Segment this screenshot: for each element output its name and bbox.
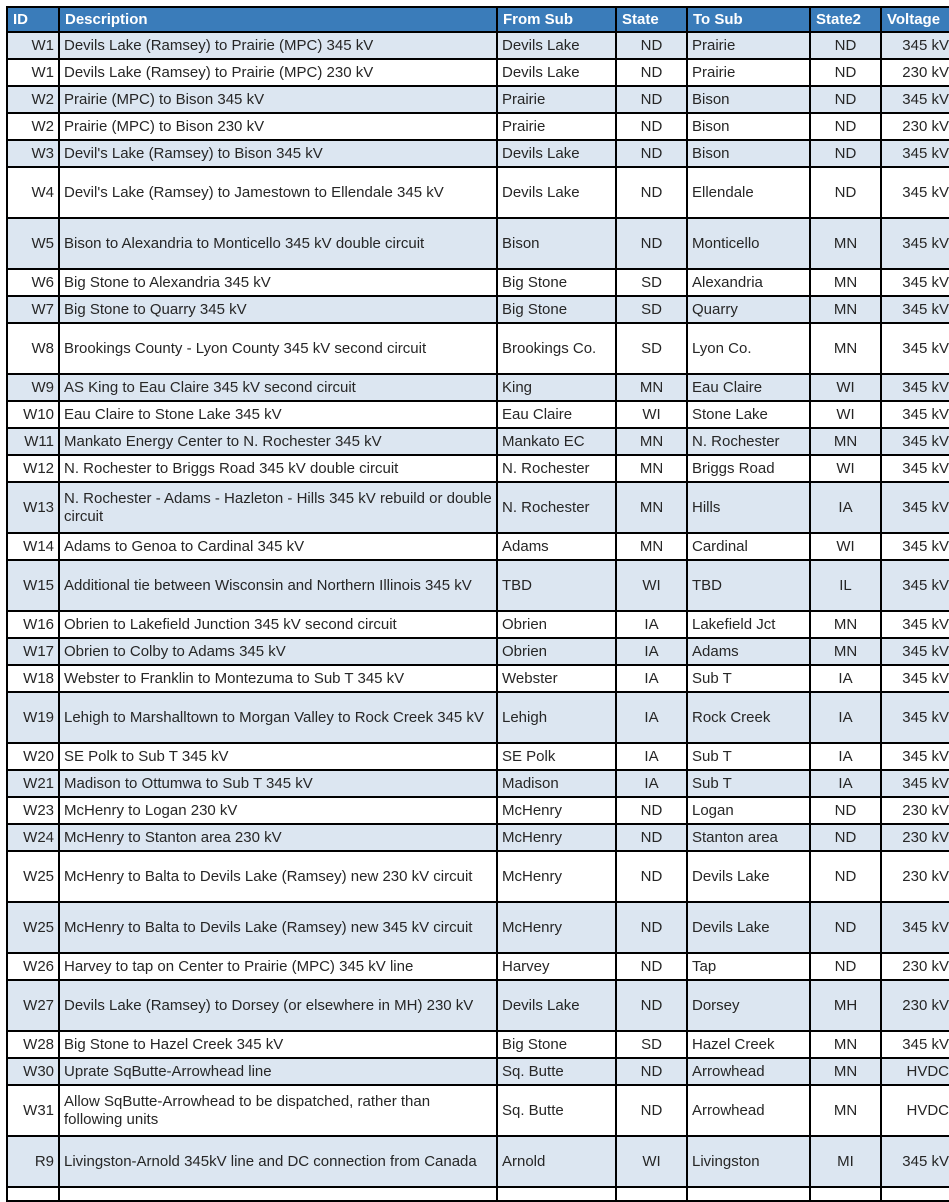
cell-id: W5 <box>7 218 59 269</box>
cell-from_sub: TBD <box>497 560 616 611</box>
cell-state: ND <box>616 953 687 980</box>
cell-from_sub: Eau Claire <box>497 401 616 428</box>
cell-desc: N. Rochester - Adams - Hazleton - Hills 345 kV rebuild or double circuit <box>59 482 497 533</box>
cell-from_sub: Devils Lake <box>497 167 616 218</box>
cell-desc: Devils Lake (Ramsey) to Prairie (MPC) 230 kV <box>59 59 497 86</box>
cell-voltage: 345 kV <box>881 218 949 269</box>
cell-id: W13 <box>7 482 59 533</box>
cell-desc: McHenry to Stanton area 230 kV <box>59 824 497 851</box>
cell-id: W31 <box>7 1085 59 1136</box>
cell-desc: Obrien to Lakefield Junction 345 kV second circuit <box>59 611 497 638</box>
cell-desc: Big Stone to Quarry 345 kV <box>59 296 497 323</box>
cell-id: W23 <box>7 797 59 824</box>
cell-from_sub: Prairie <box>497 86 616 113</box>
cell-desc: Madison to Ottumwa to Sub T 345 kV <box>59 770 497 797</box>
cell-from_sub: Bison <box>497 218 616 269</box>
cell-state2: ND <box>810 59 881 86</box>
column-header-state2: State2 <box>810 7 881 32</box>
cell-state: WI <box>616 560 687 611</box>
cell-voltage: 345 kV <box>881 1136 949 1187</box>
cell-state: SD <box>616 296 687 323</box>
cell-id: W24 <box>7 824 59 851</box>
cell-state2: MN <box>810 1031 881 1058</box>
table-row <box>7 560 949 611</box>
table-row <box>7 1136 949 1187</box>
cell-voltage: 345 kV <box>881 374 949 401</box>
cell-state2: WI <box>810 533 881 560</box>
cell-desc: Big Stone to Alexandria 345 kV <box>59 269 497 296</box>
cell-state2: MN <box>810 638 881 665</box>
cell-state: ND <box>616 797 687 824</box>
cell-desc: McHenry to Balta to Devils Lake (Ramsey) new 345 kV circuit <box>59 902 497 953</box>
cell-id: W18 <box>7 665 59 692</box>
cell-state2: MN <box>810 1085 881 1136</box>
table-row <box>7 140 949 167</box>
cell-from_sub: Lehigh <box>497 692 616 743</box>
cell-state: ND <box>616 1085 687 1136</box>
cell-voltage: 230 kV <box>881 824 949 851</box>
cell-desc: Devil's Lake (Ramsey) to Jamestown to Ellendale 345 kV <box>59 167 497 218</box>
cell-id: W26 <box>7 953 59 980</box>
cell-id: W11 <box>7 428 59 455</box>
cell-id: W15 <box>7 560 59 611</box>
table-row <box>7 611 949 638</box>
cell-to_sub: Stone Lake <box>687 401 810 428</box>
table-row <box>7 770 949 797</box>
cell-from_sub: Devils Lake <box>497 980 616 1031</box>
cell-state2: MN <box>810 323 881 374</box>
cell-voltage: 345 kV <box>881 1031 949 1058</box>
table-header <box>7 7 949 32</box>
cell-voltage: 345 kV <box>881 665 949 692</box>
transmission-projects-table <box>6 6 949 1202</box>
cell-desc: Prairie (MPC) to Bison 345 kV <box>59 86 497 113</box>
cell-id: W6 <box>7 269 59 296</box>
table-row <box>7 533 949 560</box>
cell-state: MN <box>616 533 687 560</box>
cell-state2: ND <box>810 953 881 980</box>
cell-to_sub: TBD <box>687 560 810 611</box>
cell-from_sub: Arnold <box>497 1136 616 1187</box>
cell-state2: WI <box>810 455 881 482</box>
cell-id: W8 <box>7 323 59 374</box>
table-row <box>7 953 949 980</box>
cell-voltage: 345 kV <box>881 743 949 770</box>
cell-desc: Devils Lake (Ramsey) to Dorsey (or elsewhere in MH) 230 kV <box>59 980 497 1031</box>
cell-voltage: 345 kV <box>881 560 949 611</box>
cell-desc: Eau Claire to Stone Lake 345 kV <box>59 401 497 428</box>
cell-to_sub: Livingston <box>687 1136 810 1187</box>
cell-state: WI <box>616 401 687 428</box>
clipped-cell <box>616 1187 687 1201</box>
cell-voltage: 230 kV <box>881 851 949 902</box>
cell-to_sub: Ellendale <box>687 167 810 218</box>
cell-state: IA <box>616 743 687 770</box>
cell-from_sub: Big Stone <box>497 1031 616 1058</box>
cell-state2: ND <box>810 140 881 167</box>
cell-to_sub: Bison <box>687 113 810 140</box>
cell-from_sub: McHenry <box>497 902 616 953</box>
table-row <box>7 59 949 86</box>
column-header-id: ID <box>7 7 59 32</box>
cell-from_sub: Devils Lake <box>497 59 616 86</box>
table-row <box>7 902 949 953</box>
table-row <box>7 428 949 455</box>
cell-voltage: 345 kV <box>881 86 949 113</box>
cell-to_sub: Bison <box>687 140 810 167</box>
cell-to_sub: Dorsey <box>687 980 810 1031</box>
cell-voltage: 230 kV <box>881 953 949 980</box>
cell-desc: N. Rochester to Briggs Road 345 kV double circuit <box>59 455 497 482</box>
cell-state2: IA <box>810 665 881 692</box>
cell-desc: SE Polk to Sub T 345 kV <box>59 743 497 770</box>
cell-to_sub: Prairie <box>687 32 810 59</box>
cell-to_sub: Alexandria <box>687 269 810 296</box>
cell-from_sub: Obrien <box>497 638 616 665</box>
cell-to_sub: Lyon Co. <box>687 323 810 374</box>
cell-state: ND <box>616 902 687 953</box>
cell-id: W19 <box>7 692 59 743</box>
cell-state2: ND <box>810 902 881 953</box>
clipped-partial-row <box>7 1187 949 1201</box>
table-row <box>7 797 949 824</box>
cell-desc: Adams to Genoa to Cardinal 345 kV <box>59 533 497 560</box>
clipped-cell <box>687 1187 810 1201</box>
cell-to_sub: Adams <box>687 638 810 665</box>
cell-to_sub: Hazel Creek <box>687 1031 810 1058</box>
cell-state: IA <box>616 692 687 743</box>
table-row <box>7 1058 949 1085</box>
cell-id: W3 <box>7 140 59 167</box>
cell-state2: ND <box>810 113 881 140</box>
table-row <box>7 269 949 296</box>
cell-voltage: 230 kV <box>881 59 949 86</box>
cell-from_sub: Mankato EC <box>497 428 616 455</box>
cell-state: MN <box>616 428 687 455</box>
cell-state: MN <box>616 455 687 482</box>
cell-state2: IA <box>810 692 881 743</box>
column-header-state: State <box>616 7 687 32</box>
cell-state2: MN <box>810 218 881 269</box>
cell-desc: McHenry to Logan 230 kV <box>59 797 497 824</box>
cell-state: IA <box>616 665 687 692</box>
cell-state: MN <box>616 374 687 401</box>
cell-id: W7 <box>7 296 59 323</box>
cell-id: W10 <box>7 401 59 428</box>
cell-desc: Obrien to Colby to Adams 345 kV <box>59 638 497 665</box>
cell-state: IA <box>616 611 687 638</box>
cell-state2: MN <box>810 1058 881 1085</box>
table-row <box>7 401 949 428</box>
cell-state2: MN <box>810 611 881 638</box>
cell-to_sub: Cardinal <box>687 533 810 560</box>
cell-state: IA <box>616 770 687 797</box>
cell-to_sub: Tap <box>687 953 810 980</box>
cell-from_sub: King <box>497 374 616 401</box>
cell-from_sub: McHenry <box>497 797 616 824</box>
cell-state2: IL <box>810 560 881 611</box>
cell-from_sub: Harvey <box>497 953 616 980</box>
cell-id: W2 <box>7 86 59 113</box>
table-row <box>7 743 949 770</box>
cell-voltage: 345 kV <box>881 167 949 218</box>
cell-voltage: 345 kV <box>881 638 949 665</box>
transmission-projects-table-container <box>6 6 949 1202</box>
cell-voltage: HVDC <box>881 1058 949 1085</box>
cell-state2: WI <box>810 374 881 401</box>
column-header-desc: Description <box>59 7 497 32</box>
cell-from_sub: Prairie <box>497 113 616 140</box>
cell-desc: Allow SqButte-Arrowhead to be dispatched, rather than following units <box>59 1085 497 1136</box>
cell-voltage: 345 kV <box>881 611 949 638</box>
cell-state: WI <box>616 1136 687 1187</box>
cell-desc: Additional tie between Wisconsin and Northern Illinois 345 kV <box>59 560 497 611</box>
cell-id: W20 <box>7 743 59 770</box>
cell-id: W14 <box>7 533 59 560</box>
cell-voltage: 345 kV <box>881 140 949 167</box>
cell-to_sub: Sub T <box>687 743 810 770</box>
column-header-from_sub: From Sub <box>497 7 616 32</box>
cell-state: ND <box>616 851 687 902</box>
cell-voltage: HVDC <box>881 1085 949 1136</box>
cell-state: ND <box>616 1058 687 1085</box>
cell-id: W30 <box>7 1058 59 1085</box>
cell-from_sub: Madison <box>497 770 616 797</box>
cell-voltage: 345 kV <box>881 770 949 797</box>
table-row <box>7 113 949 140</box>
cell-desc: Uprate SqButte-Arrowhead line <box>59 1058 497 1085</box>
cell-to_sub: Briggs Road <box>687 455 810 482</box>
cell-state: SD <box>616 269 687 296</box>
cell-voltage: 345 kV <box>881 455 949 482</box>
cell-to_sub: Bison <box>687 86 810 113</box>
cell-state2: ND <box>810 86 881 113</box>
cell-desc: Mankato Energy Center to N. Rochester 345 kV <box>59 428 497 455</box>
cell-from_sub: McHenry <box>497 851 616 902</box>
cell-voltage: 230 kV <box>881 980 949 1031</box>
cell-from_sub: Big Stone <box>497 269 616 296</box>
cell-state: SD <box>616 323 687 374</box>
cell-id: W25 <box>7 902 59 953</box>
cell-desc: Big Stone to Hazel Creek 345 kV <box>59 1031 497 1058</box>
cell-to_sub: N. Rochester <box>687 428 810 455</box>
cell-to_sub: Arrowhead <box>687 1085 810 1136</box>
cell-state: IA <box>616 638 687 665</box>
cell-id: W16 <box>7 611 59 638</box>
table-body <box>7 32 949 1201</box>
cell-to_sub: Hills <box>687 482 810 533</box>
cell-from_sub: SE Polk <box>497 743 616 770</box>
cell-from_sub: Devils Lake <box>497 32 616 59</box>
table-row <box>7 692 949 743</box>
cell-id: W1 <box>7 32 59 59</box>
cell-to_sub: Lakefield Jct <box>687 611 810 638</box>
cell-voltage: 345 kV <box>881 401 949 428</box>
table-row <box>7 455 949 482</box>
cell-to_sub: Rock Creek <box>687 692 810 743</box>
cell-state2: ND <box>810 167 881 218</box>
cell-voltage: 345 kV <box>881 323 949 374</box>
table-row <box>7 296 949 323</box>
table-row <box>7 638 949 665</box>
cell-desc: Brookings County - Lyon County 345 kV second circuit <box>59 323 497 374</box>
cell-id: W21 <box>7 770 59 797</box>
column-header-to_sub: To Sub <box>687 7 810 32</box>
table-row <box>7 32 949 59</box>
cell-state2: MI <box>810 1136 881 1187</box>
cell-state2: MN <box>810 269 881 296</box>
cell-id: W17 <box>7 638 59 665</box>
cell-from_sub: McHenry <box>497 824 616 851</box>
cell-to_sub: Sub T <box>687 665 810 692</box>
cell-from_sub: Brookings Co. <box>497 323 616 374</box>
cell-desc: Devil's Lake (Ramsey) to Bison 345 kV <box>59 140 497 167</box>
cell-state2: MN <box>810 296 881 323</box>
clipped-cell <box>810 1187 881 1201</box>
cell-state2: IA <box>810 743 881 770</box>
cell-voltage: 345 kV <box>881 428 949 455</box>
table-row <box>7 482 949 533</box>
cell-state2: WI <box>810 401 881 428</box>
cell-to_sub: Sub T <box>687 770 810 797</box>
clipped-cell <box>7 1187 59 1201</box>
clipped-cell <box>59 1187 497 1201</box>
table-row <box>7 665 949 692</box>
cell-desc: Harvey to tap on Center to Prairie (MPC) 345 kV line <box>59 953 497 980</box>
cell-id: W4 <box>7 167 59 218</box>
cell-desc: Webster to Franklin to Montezuma to Sub T 345 kV <box>59 665 497 692</box>
cell-desc: Lehigh to Marshalltown to Morgan Valley to Rock Creek 345 kV <box>59 692 497 743</box>
cell-voltage: 345 kV <box>881 692 949 743</box>
cell-id: W2 <box>7 113 59 140</box>
table-row <box>7 824 949 851</box>
table-row <box>7 167 949 218</box>
cell-state2: ND <box>810 824 881 851</box>
cell-from_sub: Devils Lake <box>497 140 616 167</box>
table-row <box>7 1085 949 1136</box>
cell-id: W1 <box>7 59 59 86</box>
table-row <box>7 86 949 113</box>
cell-state: ND <box>616 140 687 167</box>
cell-voltage: 345 kV <box>881 902 949 953</box>
table-row <box>7 374 949 401</box>
cell-id: W28 <box>7 1031 59 1058</box>
cell-state: ND <box>616 86 687 113</box>
cell-to_sub: Prairie <box>687 59 810 86</box>
cell-from_sub: Webster <box>497 665 616 692</box>
cell-id: W9 <box>7 374 59 401</box>
cell-state: ND <box>616 980 687 1031</box>
cell-state2: IA <box>810 770 881 797</box>
cell-state: ND <box>616 824 687 851</box>
cell-voltage: 230 kV <box>881 797 949 824</box>
cell-state: ND <box>616 59 687 86</box>
cell-from_sub: Obrien <box>497 611 616 638</box>
cell-state: MN <box>616 482 687 533</box>
cell-state2: MH <box>810 980 881 1031</box>
cell-state: SD <box>616 1031 687 1058</box>
cell-from_sub: Sq. Butte <box>497 1085 616 1136</box>
table-row <box>7 980 949 1031</box>
cell-state2: MN <box>810 428 881 455</box>
cell-from_sub: N. Rochester <box>497 482 616 533</box>
cell-to_sub: Arrowhead <box>687 1058 810 1085</box>
cell-voltage: 345 kV <box>881 533 949 560</box>
cell-id: R9 <box>7 1136 59 1187</box>
cell-desc: McHenry to Balta to Devils Lake (Ramsey) new 230 kV circuit <box>59 851 497 902</box>
cell-id: W12 <box>7 455 59 482</box>
cell-desc: Devils Lake (Ramsey) to Prairie (MPC) 345 kV <box>59 32 497 59</box>
cell-state: ND <box>616 113 687 140</box>
cell-to_sub: Devils Lake <box>687 851 810 902</box>
cell-from_sub: Big Stone <box>497 296 616 323</box>
cell-to_sub: Stanton area <box>687 824 810 851</box>
cell-desc: Livingston-Arnold 345kV line and DC connection from Canada <box>59 1136 497 1187</box>
table-row <box>7 218 949 269</box>
clipped-cell <box>497 1187 616 1201</box>
cell-state2: IA <box>810 482 881 533</box>
cell-from_sub: N. Rochester <box>497 455 616 482</box>
cell-state: ND <box>616 167 687 218</box>
cell-to_sub: Devils Lake <box>687 902 810 953</box>
cell-state2: ND <box>810 32 881 59</box>
cell-id: W25 <box>7 851 59 902</box>
cell-from_sub: Adams <box>497 533 616 560</box>
cell-id: W27 <box>7 980 59 1031</box>
table-row <box>7 851 949 902</box>
cell-to_sub: Monticello <box>687 218 810 269</box>
cell-to_sub: Quarry <box>687 296 810 323</box>
cell-to_sub: Eau Claire <box>687 374 810 401</box>
clipped-cell <box>881 1187 949 1201</box>
cell-from_sub: Sq. Butte <box>497 1058 616 1085</box>
cell-desc: Prairie (MPC) to Bison 230 kV <box>59 113 497 140</box>
cell-voltage: 345 kV <box>881 296 949 323</box>
cell-state2: ND <box>810 851 881 902</box>
cell-voltage: 345 kV <box>881 482 949 533</box>
column-header-voltage: Voltage <box>881 7 949 32</box>
cell-voltage: 345 kV <box>881 32 949 59</box>
cell-voltage: 345 kV <box>881 269 949 296</box>
cell-desc: Bison to Alexandria to Monticello 345 kV double circuit <box>59 218 497 269</box>
cell-state2: ND <box>810 797 881 824</box>
cell-to_sub: Logan <box>687 797 810 824</box>
table-row <box>7 323 949 374</box>
table-row <box>7 1031 949 1058</box>
cell-voltage: 230 kV <box>881 113 949 140</box>
cell-state: ND <box>616 32 687 59</box>
header-row <box>7 7 949 32</box>
cell-desc: AS King to Eau Claire 345 kV second circuit <box>59 374 497 401</box>
cell-state: ND <box>616 218 687 269</box>
